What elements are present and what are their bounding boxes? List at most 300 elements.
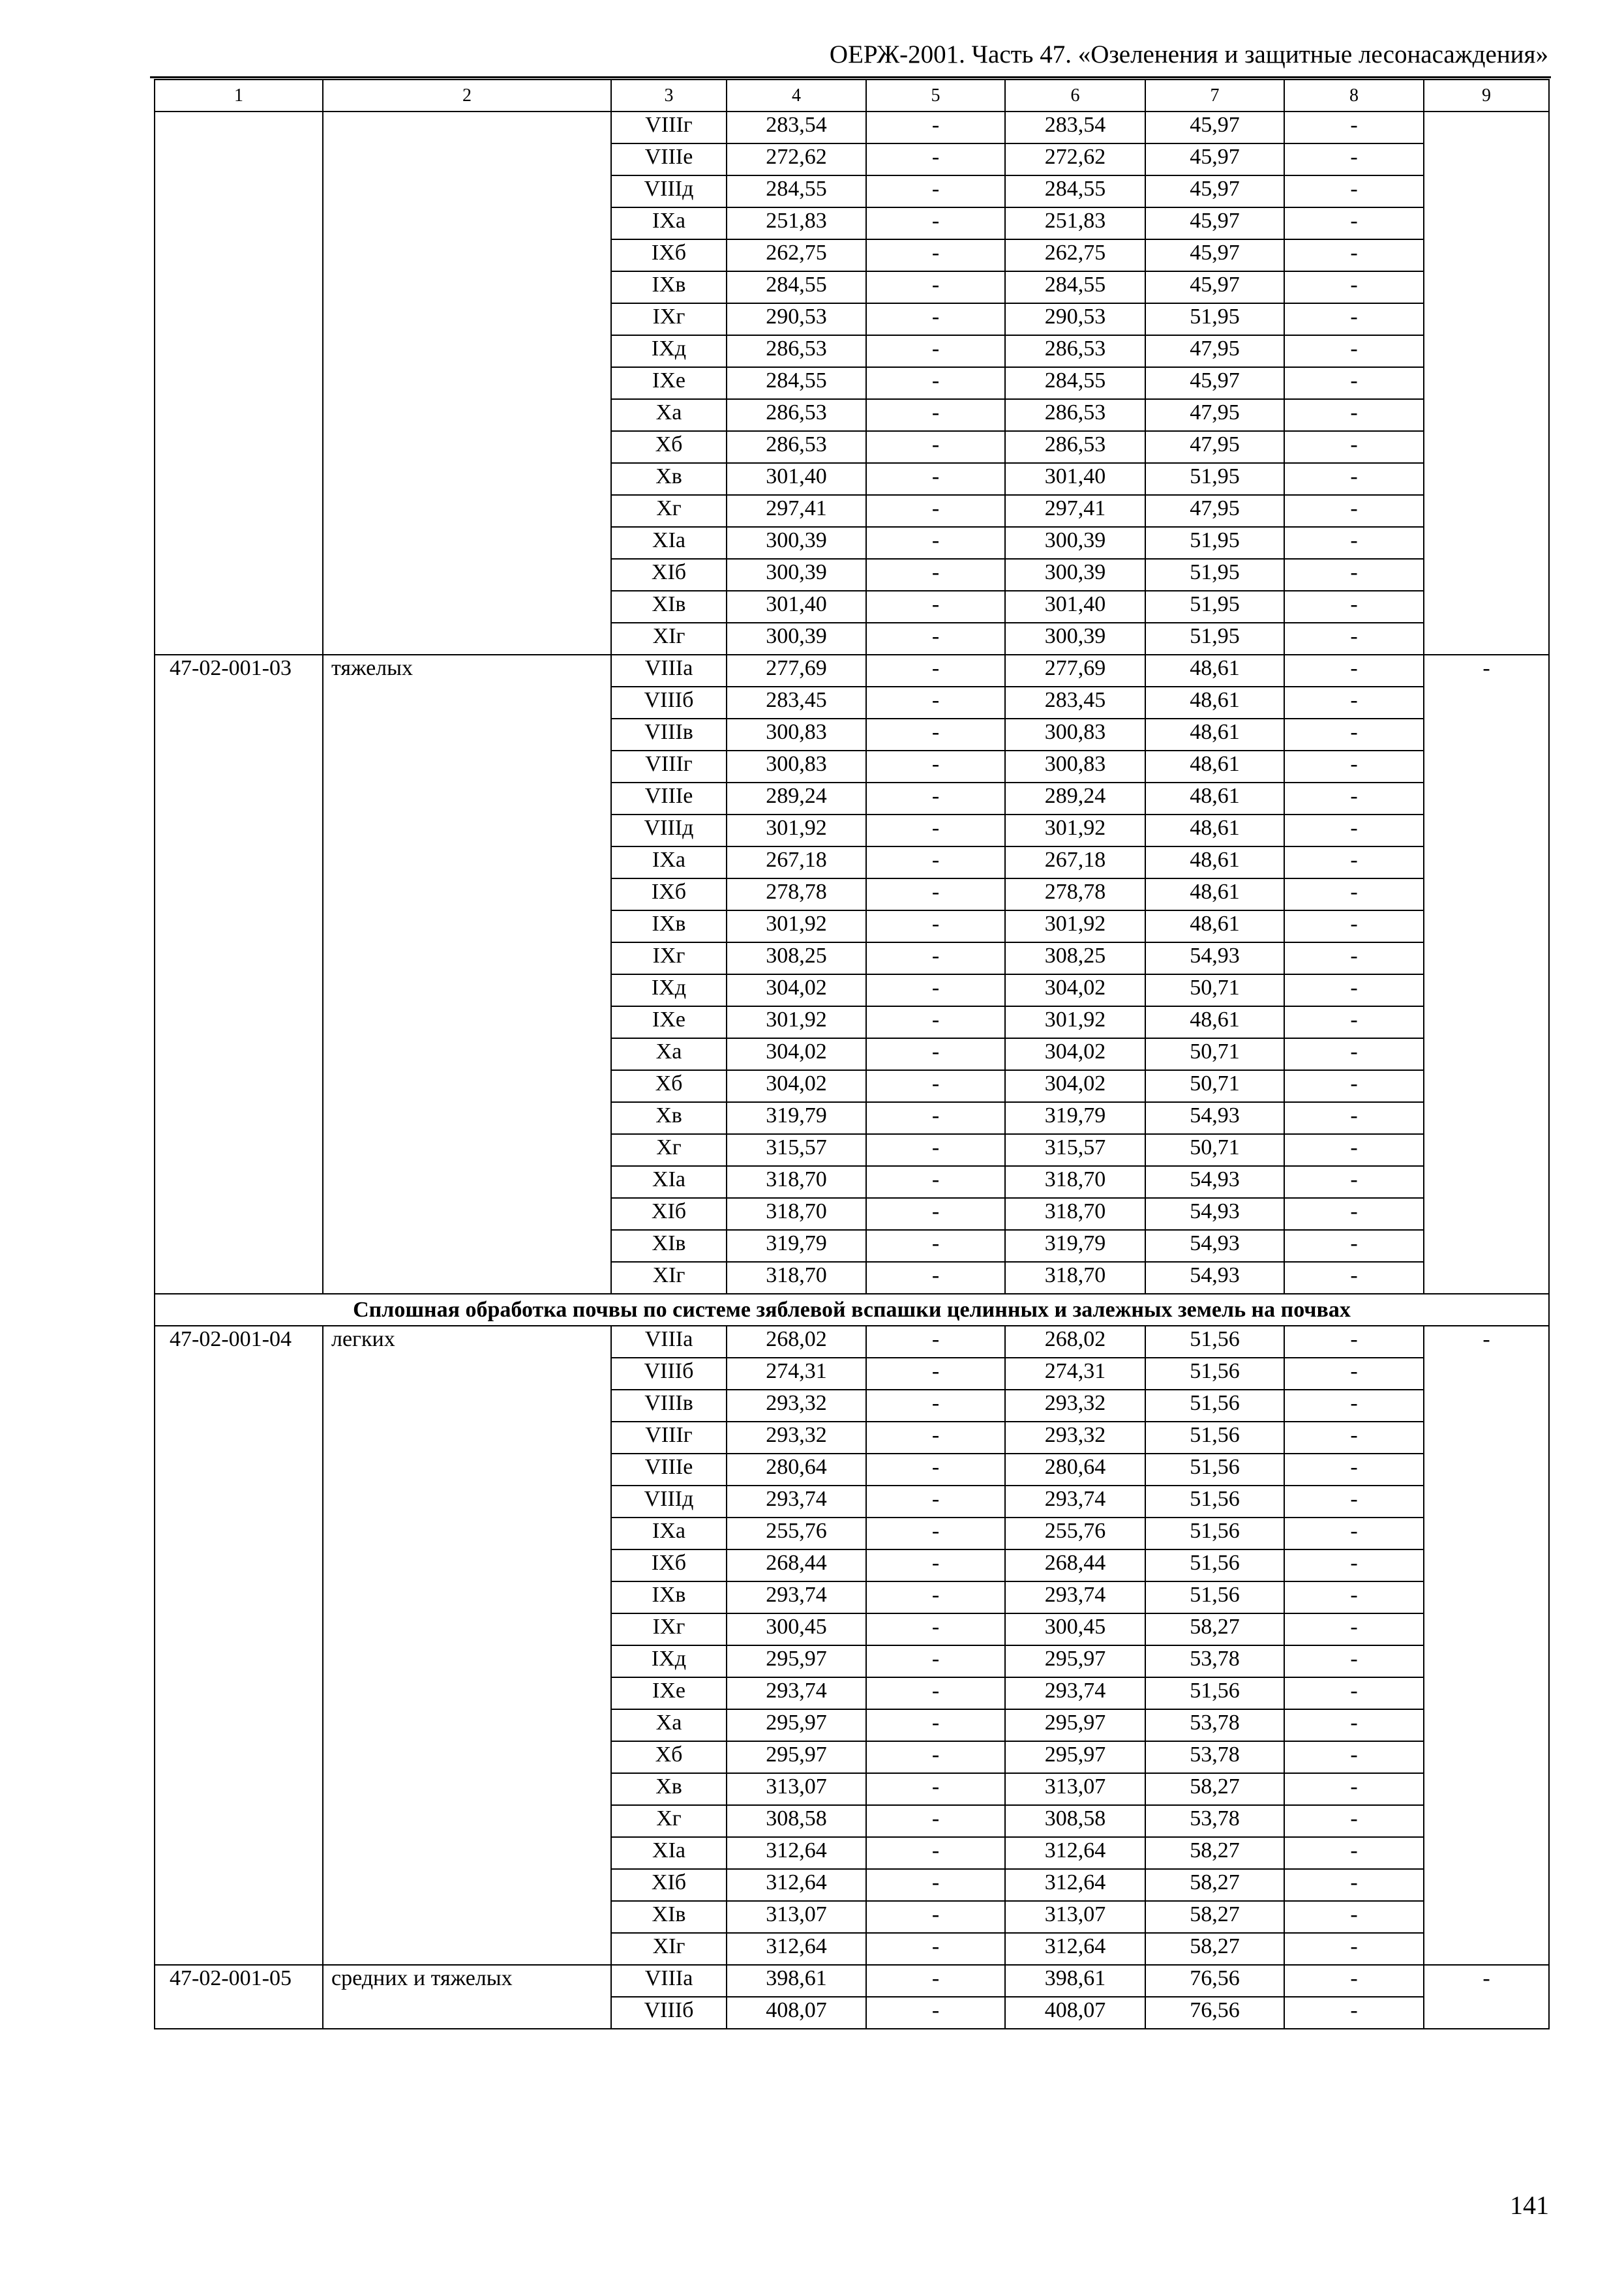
cell-category: IXв xyxy=(611,910,727,942)
cell-col6: 284,55 xyxy=(1005,367,1145,399)
cell-col6: 300,39 xyxy=(1005,623,1145,655)
column-number-row xyxy=(155,80,1549,112)
cell-col5: - xyxy=(866,1613,1005,1645)
table-row xyxy=(155,1326,1549,1358)
cell-col4: 272,62 xyxy=(727,143,866,175)
cell-col8: - xyxy=(1284,1805,1424,1837)
cell-category: Xг xyxy=(611,495,727,527)
cell-col5: - xyxy=(866,1422,1005,1454)
cell-col5: - xyxy=(866,399,1005,431)
cell-col8: - xyxy=(1284,1645,1424,1677)
cell-col7: 45,97 xyxy=(1145,175,1284,207)
cell-col9 xyxy=(1424,112,1549,655)
rates-table-body xyxy=(155,80,1549,2029)
table-row xyxy=(155,655,1549,687)
cell-col5: - xyxy=(866,1486,1005,1518)
cell-col5: - xyxy=(866,303,1005,335)
cell-category: IXб xyxy=(611,1549,727,1581)
section-header-row xyxy=(155,1294,1549,1326)
cell-col7: 47,95 xyxy=(1145,495,1284,527)
cell-col7: 76,56 xyxy=(1145,1997,1284,2029)
cell-col4: 318,70 xyxy=(727,1166,866,1198)
cell-col6: 293,32 xyxy=(1005,1422,1145,1454)
cell-category: VIIIб xyxy=(611,1358,727,1390)
column-header: 2 xyxy=(323,80,611,112)
cell-col4: 304,02 xyxy=(727,1070,866,1102)
cell-col7: 51,95 xyxy=(1145,527,1284,559)
cell-col5: - xyxy=(866,1805,1005,1837)
cell-category: IXв xyxy=(611,271,727,303)
cell-col5: - xyxy=(866,1358,1005,1390)
cell-col8: - xyxy=(1284,719,1424,751)
cell-col7: 51,56 xyxy=(1145,1454,1284,1486)
cell-col5: - xyxy=(866,207,1005,239)
cell-col4: 280,64 xyxy=(727,1454,866,1486)
cell-col8: - xyxy=(1284,1901,1424,1933)
cell-col5: - xyxy=(866,878,1005,910)
cell-code: 47-02-001-04 xyxy=(155,1326,323,1965)
cell-category: XIа xyxy=(611,1837,727,1869)
cell-col8: - xyxy=(1284,1741,1424,1773)
cell-col6: 290,53 xyxy=(1005,303,1145,335)
cell-col4: 284,55 xyxy=(727,175,866,207)
cell-col4: 289,24 xyxy=(727,783,866,815)
cell-col4: 284,55 xyxy=(727,367,866,399)
cell-category: XIв xyxy=(611,591,727,623)
cell-col6: 255,76 xyxy=(1005,1518,1145,1549)
cell-col4: 301,92 xyxy=(727,910,866,942)
cell-col5: - xyxy=(866,1709,1005,1741)
cell-category: XIа xyxy=(611,1166,727,1198)
cell-col8: - xyxy=(1284,463,1424,495)
cell-col4: 300,39 xyxy=(727,623,866,655)
cell-col8: - xyxy=(1284,335,1424,367)
cell-col6: 295,97 xyxy=(1005,1709,1145,1741)
cell-category: XIг xyxy=(611,1933,727,1965)
cell-col8: - xyxy=(1284,1390,1424,1422)
cell-col5: - xyxy=(866,1038,1005,1070)
cell-col5: - xyxy=(866,367,1005,399)
cell-category: IXе xyxy=(611,1677,727,1709)
cell-col6: 301,92 xyxy=(1005,1006,1145,1038)
cell-col4: 284,55 xyxy=(727,271,866,303)
cell-col4: 293,32 xyxy=(727,1390,866,1422)
cell-col7: 50,71 xyxy=(1145,974,1284,1006)
cell-col6: 301,92 xyxy=(1005,910,1145,942)
cell-col7: 51,56 xyxy=(1145,1390,1284,1422)
cell-col6: 297,41 xyxy=(1005,495,1145,527)
cell-col4: 312,64 xyxy=(727,1933,866,1965)
cell-col4: 268,44 xyxy=(727,1549,866,1581)
cell-col5: - xyxy=(866,271,1005,303)
cell-col5: - xyxy=(866,1869,1005,1901)
cell-col4: 301,92 xyxy=(727,815,866,846)
cell-category: IXб xyxy=(611,239,727,271)
cell-category: XIг xyxy=(611,623,727,655)
cell-col5: - xyxy=(866,559,1005,591)
cell-col7: 53,78 xyxy=(1145,1805,1284,1837)
cell-col6: 293,74 xyxy=(1005,1581,1145,1613)
cell-col8: - xyxy=(1284,1518,1424,1549)
cell-col8: - xyxy=(1284,1198,1424,1230)
cell-col7: 51,95 xyxy=(1145,303,1284,335)
cell-col5: - xyxy=(866,910,1005,942)
cell-col8: - xyxy=(1284,143,1424,175)
cell-col8: - xyxy=(1284,367,1424,399)
cell-category: IXд xyxy=(611,1645,727,1677)
cell-category: Xг xyxy=(611,1134,727,1166)
cell-col4: 277,69 xyxy=(727,655,866,687)
cell-col4: 286,53 xyxy=(727,431,866,463)
cell-col4: 304,02 xyxy=(727,974,866,1006)
cell-col4: 301,40 xyxy=(727,463,866,495)
cell-col6: 272,62 xyxy=(1005,143,1145,175)
column-header: 5 xyxy=(866,80,1005,112)
cell-col8: - xyxy=(1284,1134,1424,1166)
cell-category: Xв xyxy=(611,1102,727,1134)
cell-category: Xв xyxy=(611,463,727,495)
cell-category: IXе xyxy=(611,367,727,399)
cell-col8: - xyxy=(1284,974,1424,1006)
cell-col6: 293,74 xyxy=(1005,1486,1145,1518)
cell-col7: 48,61 xyxy=(1145,783,1284,815)
cell-col7: 54,93 xyxy=(1145,1166,1284,1198)
cell-col8: - xyxy=(1284,1070,1424,1102)
cell-col4: 300,45 xyxy=(727,1613,866,1645)
cell-col8: - xyxy=(1284,431,1424,463)
cell-col5: - xyxy=(866,1390,1005,1422)
cell-col6: 278,78 xyxy=(1005,878,1145,910)
cell-col4: 313,07 xyxy=(727,1773,866,1805)
cell-col8: - xyxy=(1284,1997,1424,2029)
column-header: 4 xyxy=(727,80,866,112)
cell-col7: 48,61 xyxy=(1145,1006,1284,1038)
cell-col7: 45,97 xyxy=(1145,143,1284,175)
cell-col6: 301,92 xyxy=(1005,815,1145,846)
cell-col5: - xyxy=(866,143,1005,175)
cell-col8: - xyxy=(1284,1837,1424,1869)
cell-col9: - xyxy=(1424,1965,1549,2029)
cell-col8: - xyxy=(1284,1326,1424,1358)
cell-col5: - xyxy=(866,719,1005,751)
cell-col4: 398,61 xyxy=(727,1965,866,1997)
cell-col8: - xyxy=(1284,271,1424,303)
cell-col8: - xyxy=(1284,1773,1424,1805)
cell-col4: 318,70 xyxy=(727,1198,866,1230)
cell-col7: 51,56 xyxy=(1145,1486,1284,1518)
cell-col4: 295,97 xyxy=(727,1709,866,1741)
cell-col5: - xyxy=(866,335,1005,367)
cell-col8: - xyxy=(1284,815,1424,846)
cell-col5: - xyxy=(866,1581,1005,1613)
cell-col5: - xyxy=(866,1326,1005,1358)
cell-col9: - xyxy=(1424,1326,1549,1965)
cell-col4: 293,32 xyxy=(727,1422,866,1454)
cell-col6: 268,02 xyxy=(1005,1326,1145,1358)
cell-col4: 278,78 xyxy=(727,878,866,910)
cell-category: VIIIд xyxy=(611,815,727,846)
cell-col8: - xyxy=(1284,655,1424,687)
cell-col9: - xyxy=(1424,655,1549,1294)
cell-col7: 48,61 xyxy=(1145,655,1284,687)
cell-col6: 286,53 xyxy=(1005,399,1145,431)
cell-col7: 76,56 xyxy=(1145,1965,1284,1997)
cell-col4: 300,39 xyxy=(727,559,866,591)
cell-category: VIIIе xyxy=(611,1454,727,1486)
cell-col7: 50,71 xyxy=(1145,1134,1284,1166)
cell-col5: - xyxy=(866,687,1005,719)
cell-col7: 47,95 xyxy=(1145,431,1284,463)
cell-col6: 300,83 xyxy=(1005,751,1145,783)
cell-category: VIIIа xyxy=(611,655,727,687)
cell-category: VIIIд xyxy=(611,1486,727,1518)
cell-col7: 47,95 xyxy=(1145,399,1284,431)
cell-col6: 300,83 xyxy=(1005,719,1145,751)
cell-col6: 301,40 xyxy=(1005,463,1145,495)
cell-col7: 51,56 xyxy=(1145,1422,1284,1454)
cell-col7: 48,61 xyxy=(1145,910,1284,942)
cell-col5: - xyxy=(866,1645,1005,1677)
cell-category: IXв xyxy=(611,1581,727,1613)
cell-col8: - xyxy=(1284,1965,1424,1997)
section-title: Сплошная обработка почвы по системе зяблевой вспашки целинных и залежных земель на почвах xyxy=(155,1294,1549,1326)
cell-col5: - xyxy=(866,1549,1005,1581)
cell-col6: 308,58 xyxy=(1005,1805,1145,1837)
cell-col8: - xyxy=(1284,175,1424,207)
cell-col5: - xyxy=(866,1741,1005,1773)
cell-col5: - xyxy=(866,655,1005,687)
cell-col7: 51,95 xyxy=(1145,591,1284,623)
cell-col4: 262,75 xyxy=(727,239,866,271)
cell-col7: 58,27 xyxy=(1145,1773,1284,1805)
cell-col7: 51,56 xyxy=(1145,1677,1284,1709)
cell-col8: - xyxy=(1284,1454,1424,1486)
cell-col5: - xyxy=(866,1262,1005,1294)
cell-col7: 58,27 xyxy=(1145,1869,1284,1901)
cell-col7: 48,61 xyxy=(1145,815,1284,846)
cell-col6: 304,02 xyxy=(1005,1070,1145,1102)
cell-category: VIIIг xyxy=(611,1422,727,1454)
cell-col4: 300,39 xyxy=(727,527,866,559)
cell-col4: 295,97 xyxy=(727,1741,866,1773)
cell-col6: 274,31 xyxy=(1005,1358,1145,1390)
cell-description: легких xyxy=(323,1326,611,1965)
cell-category: Xб xyxy=(611,1070,727,1102)
cell-col4: 319,79 xyxy=(727,1102,866,1134)
cell-col4: 308,25 xyxy=(727,942,866,974)
cell-description: средних и тяжелых xyxy=(323,1965,611,2029)
cell-col7: 48,61 xyxy=(1145,751,1284,783)
cell-col6: 300,39 xyxy=(1005,559,1145,591)
cell-col7: 45,97 xyxy=(1145,271,1284,303)
cell-col5: - xyxy=(866,1901,1005,1933)
cell-col6: 300,45 xyxy=(1005,1613,1145,1645)
cell-col8: - xyxy=(1284,559,1424,591)
cell-category: VIIIб xyxy=(611,1997,727,2029)
cell-col5: - xyxy=(866,1773,1005,1805)
cell-col4: 297,41 xyxy=(727,495,866,527)
cell-col5: - xyxy=(866,1070,1005,1102)
cell-col4: 283,45 xyxy=(727,687,866,719)
cell-col4: 286,53 xyxy=(727,399,866,431)
cell-col7: 48,61 xyxy=(1145,719,1284,751)
cell-col6: 300,39 xyxy=(1005,527,1145,559)
cell-category: IXа xyxy=(611,207,727,239)
cell-col7: 51,56 xyxy=(1145,1326,1284,1358)
cell-col4: 408,07 xyxy=(727,1997,866,2029)
cell-col5: - xyxy=(866,815,1005,846)
cell-col4: 251,83 xyxy=(727,207,866,239)
cell-col5: - xyxy=(866,783,1005,815)
cell-col8: - xyxy=(1284,1038,1424,1070)
cell-col5: - xyxy=(866,1006,1005,1038)
cell-col8: - xyxy=(1284,878,1424,910)
cell-col7: 51,95 xyxy=(1145,623,1284,655)
cell-col8: - xyxy=(1284,1102,1424,1134)
cell-col8: - xyxy=(1284,846,1424,878)
cell-col4: 295,97 xyxy=(727,1645,866,1677)
cell-col8: - xyxy=(1284,1677,1424,1709)
cell-col5: - xyxy=(866,495,1005,527)
cell-category: XIб xyxy=(611,559,727,591)
cell-col5: - xyxy=(866,623,1005,655)
column-header: 1 xyxy=(155,80,323,112)
cell-col4: 304,02 xyxy=(727,1038,866,1070)
cell-col7: 51,95 xyxy=(1145,463,1284,495)
column-header: 3 xyxy=(611,80,727,112)
cell-col7: 45,97 xyxy=(1145,367,1284,399)
cell-category: Xа xyxy=(611,1709,727,1741)
cell-col4: 315,57 xyxy=(727,1134,866,1166)
cell-category: VIIIа xyxy=(611,1965,727,1997)
cell-col5: - xyxy=(866,112,1005,143)
cell-code: 47-02-001-03 xyxy=(155,655,323,1294)
cell-category: IXг xyxy=(611,303,727,335)
cell-col7: 48,61 xyxy=(1145,878,1284,910)
cell-col4: 318,70 xyxy=(727,1262,866,1294)
cell-col6: 286,53 xyxy=(1005,335,1145,367)
cell-category: Xа xyxy=(611,1038,727,1070)
cell-col4: 301,40 xyxy=(727,591,866,623)
cell-col5: - xyxy=(866,942,1005,974)
cell-col8: - xyxy=(1284,239,1424,271)
cell-col7: 45,97 xyxy=(1145,239,1284,271)
cell-col8: - xyxy=(1284,1709,1424,1741)
cell-col8: - xyxy=(1284,527,1424,559)
cell-col5: - xyxy=(866,1997,1005,2029)
cell-col4: 255,76 xyxy=(727,1518,866,1549)
cell-col5: - xyxy=(866,431,1005,463)
cell-col8: - xyxy=(1284,112,1424,143)
cell-col6: 319,79 xyxy=(1005,1102,1145,1134)
cell-col8: - xyxy=(1284,207,1424,239)
cell-col6: 268,44 xyxy=(1005,1549,1145,1581)
cell-col6: 301,40 xyxy=(1005,591,1145,623)
cell-category: VIIIд xyxy=(611,175,727,207)
cell-description xyxy=(323,112,611,655)
cell-col7: 51,95 xyxy=(1145,559,1284,591)
cell-col7: 50,71 xyxy=(1145,1070,1284,1102)
cell-col4: 267,18 xyxy=(727,846,866,878)
cell-col5: - xyxy=(866,1518,1005,1549)
cell-col7: 53,78 xyxy=(1145,1741,1284,1773)
cell-category: VIIIа xyxy=(611,1326,727,1358)
cell-col7: 54,93 xyxy=(1145,1262,1284,1294)
cell-col6: 283,45 xyxy=(1005,687,1145,719)
table-row xyxy=(155,1965,1549,1997)
cell-category: Xв xyxy=(611,1773,727,1805)
cell-col6: 262,75 xyxy=(1005,239,1145,271)
document-title: ОЕРЖ-2001. Часть 47. «Озеленения и защитные лесонасаждения» xyxy=(829,40,1548,68)
cell-col7: 51,56 xyxy=(1145,1518,1284,1549)
cell-col8: - xyxy=(1284,1230,1424,1262)
cell-category: IXд xyxy=(611,974,727,1006)
cell-col6: 295,97 xyxy=(1005,1645,1145,1677)
cell-col5: - xyxy=(866,463,1005,495)
cell-category: Xб xyxy=(611,431,727,463)
cell-col6: 304,02 xyxy=(1005,1038,1145,1070)
page-header xyxy=(150,37,1551,78)
cell-col4: 293,74 xyxy=(727,1677,866,1709)
cell-col8: - xyxy=(1284,1422,1424,1454)
cell-col7: 54,93 xyxy=(1145,1102,1284,1134)
cell-code: 47-02-001-05 xyxy=(155,1965,323,2029)
page-number: 141 xyxy=(1510,2191,1549,2220)
cell-col4: 300,83 xyxy=(727,751,866,783)
cell-col6: 251,83 xyxy=(1005,207,1145,239)
cell-col7: 53,78 xyxy=(1145,1645,1284,1677)
cell-col7: 54,93 xyxy=(1145,1230,1284,1262)
cell-col4: 301,92 xyxy=(727,1006,866,1038)
cell-col6: 280,64 xyxy=(1005,1454,1145,1486)
cell-col6: 318,70 xyxy=(1005,1166,1145,1198)
cell-col5: - xyxy=(866,1965,1005,1997)
cell-col8: - xyxy=(1284,1581,1424,1613)
cell-category: XIб xyxy=(611,1198,727,1230)
cell-col7: 53,78 xyxy=(1145,1709,1284,1741)
cell-col5: - xyxy=(866,1198,1005,1230)
cell-description: тяжелых xyxy=(323,655,611,1294)
cell-col5: - xyxy=(866,1230,1005,1262)
cell-col6: 313,07 xyxy=(1005,1901,1145,1933)
cell-col8: - xyxy=(1284,910,1424,942)
cell-col7: 54,93 xyxy=(1145,1198,1284,1230)
cell-col6: 277,69 xyxy=(1005,655,1145,687)
cell-col7: 51,56 xyxy=(1145,1358,1284,1390)
cell-col8: - xyxy=(1284,1358,1424,1390)
cell-col6: 313,07 xyxy=(1005,1773,1145,1805)
cell-col8: - xyxy=(1284,495,1424,527)
cell-col6: 398,61 xyxy=(1005,1965,1145,1997)
cell-col4: 283,54 xyxy=(727,112,866,143)
cell-col8: - xyxy=(1284,623,1424,655)
cell-col6: 295,97 xyxy=(1005,1741,1145,1773)
cell-category: VIIIг xyxy=(611,112,727,143)
cell-col6: 289,24 xyxy=(1005,783,1145,815)
cell-category: Xг xyxy=(611,1805,727,1837)
cell-col5: - xyxy=(866,974,1005,1006)
cell-col8: - xyxy=(1284,1869,1424,1901)
cell-category: VIIIв xyxy=(611,719,727,751)
cell-col7: 45,97 xyxy=(1145,207,1284,239)
cell-category: IXд xyxy=(611,335,727,367)
cell-col4: 274,31 xyxy=(727,1358,866,1390)
cell-col4: 290,53 xyxy=(727,303,866,335)
cell-col7: 47,95 xyxy=(1145,335,1284,367)
cell-col5: - xyxy=(866,527,1005,559)
cell-category: VIIIе xyxy=(611,143,727,175)
cell-col8: - xyxy=(1284,1166,1424,1198)
